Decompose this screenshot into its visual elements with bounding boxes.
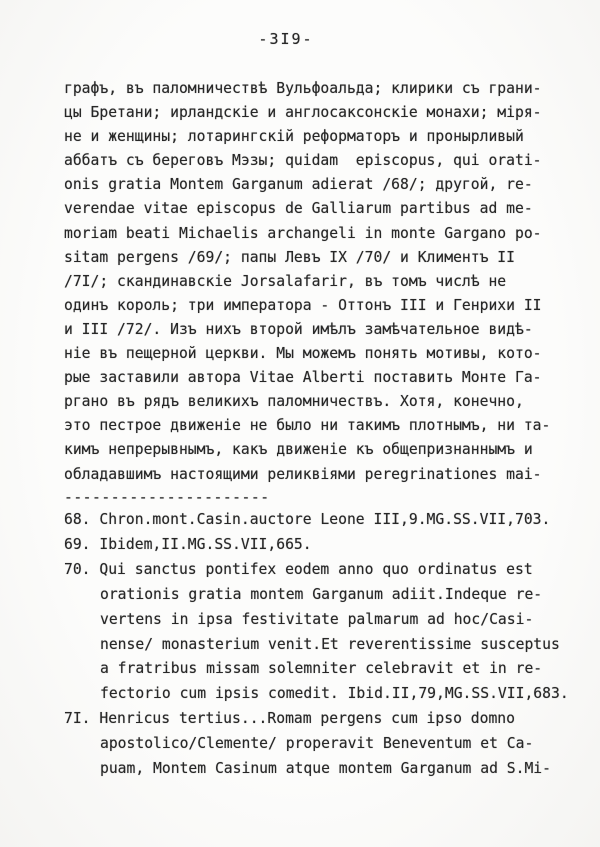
- footnote-line: fectorio cum ipsis comedit. Ibid.II,79,MG.SS.VII,683.: [100, 685, 569, 703]
- body-line: одинъ король; три императора - Оттонъ III и Генрихи II: [64, 296, 542, 314]
- page-number: -3I9-: [258, 30, 314, 48]
- footnote-line: orationis gratia montem Garganum adiit.Indeque re-: [100, 585, 543, 603]
- body-line: ргано въ рядъ великихъ паломничествъ. Хотя, конечно,: [64, 393, 524, 411]
- body-line: это пестрое движеніе не было ни такимъ плотнымъ, ни та-: [64, 417, 551, 435]
- body-line: /7I/; скандинавскіе Jorsalafarir, въ томъ числѣ не: [64, 272, 507, 290]
- footnote-separator: ----------------------: [64, 489, 270, 506]
- body-line: verendae vitae episcopus de Galliarum partibus ad me-: [64, 200, 533, 218]
- body-line: аббатъ съ береговъ Мэзы; quidam episcopus, qui orati-: [64, 152, 542, 170]
- footnote-line-first: 68. Chron.mont.Casin.auctore Leone III,9.MG.SS.VII,703.: [64, 511, 551, 528]
- footnote-line-first: 7I. Henricus tertius...Romam pergens cum ipso domno: [64, 710, 515, 728]
- footnote-line-first: 70. Qui sanctus pontifex eodem anno quo ordinatus est: [64, 560, 533, 578]
- body-line: графъ, въ паломничествѣ Вульфоальда; клирики съ грани-: [64, 80, 542, 97]
- body-line: не и женщины; лотарингскій реформаторъ и пронырливый: [64, 128, 524, 146]
- body-line: кимъ непрерывнымъ, какъ движеніе къ общепризнаннымъ и: [64, 441, 533, 459]
- body-line: и III /72/. Изъ нихъ второй имѣлъ замѣчательное видѣ-: [64, 320, 533, 338]
- footnote-line: vertens in ipsa festivitate palmarum ad hoc/Casi-: [100, 610, 534, 628]
- footnote-line: apostolico/Clemente/ properavit Beneventum et Ca-: [100, 735, 534, 753]
- body-line: sitam pergens /69/; папы Левъ IX /70/ и Климентъ II: [64, 248, 515, 266]
- body-line: onis gratia Montem Garganum adierat /68/; другой, re-: [64, 176, 533, 194]
- body-text: [64, 77, 564, 487]
- body-line: moriam beati Michaelis archangeli in monte Gargano po-: [64, 224, 542, 242]
- footnote-line-first: 69. Ibidem,II.MG.SS.VII,665.: [64, 535, 312, 553]
- footnotes: [64, 508, 574, 782]
- body-line: рые заставили автора Vitae Alberti поставить Монте Га-: [64, 369, 542, 387]
- footnote-line: nense/ monasterium venit.Et reverentissime susceptus: [100, 635, 560, 653]
- body-line: ніе въ пещерной церкви. Мы можемъ понять мотивы, кото-: [64, 345, 542, 363]
- body-line: цы Бретани; ирландскіе и англосаксонскіе монахи; міря-: [64, 104, 542, 122]
- footnote-line: puam, Montem Casinum atque montem Garganum ad S.Mi-: [100, 760, 551, 778]
- footnote-line: a fratribus missam solemniter celebravit et in re-: [100, 660, 543, 678]
- body-line: обладавшимъ настоящими реликвіями peregrinationes mai-: [64, 465, 542, 483]
